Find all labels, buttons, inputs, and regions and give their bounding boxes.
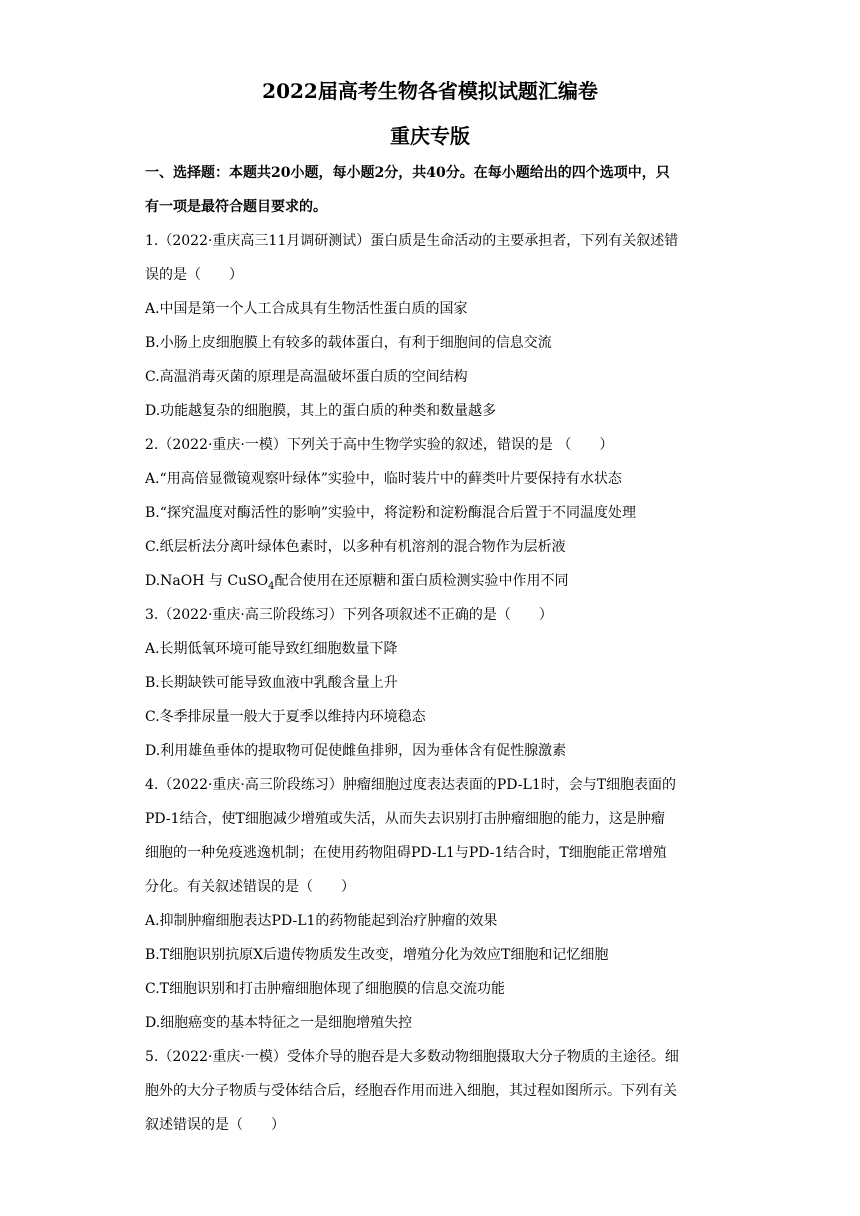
q4-stem-line-1: 4.（2022·重庆·高三阶段练习）肿瘤细胞过度表达表面的PD-L1时，会与T细胞表面的 <box>145 777 677 793</box>
q3-option-b: B.长期缺铁可能导致血液中乳酸含量上升 <box>145 675 398 691</box>
document-title: 2022届高考生物各省模拟试题汇编卷 <box>262 79 598 103</box>
q2-option-a: A.“用高倍显微镜观察叶绿体”实验中，临时装片中的藓类叶片要保持有水状态 <box>145 471 622 487</box>
q1-option-a: A.中国是第一个人工合成具有生物活性蛋白质的国家 <box>145 301 468 317</box>
q4-stem-line-4: 分化。有关叙述错误的是（ ） <box>145 879 355 895</box>
q4-stem-line-3: 细胞的一种免疫逃逸机制；在使用药物阻碍PD-L1与PD-1结合时，T细胞能正常增殖 <box>145 845 667 861</box>
q4-option-a: A.抑制肿瘤细胞表达PD-L1的药物能起到治疗肿瘤的效果 <box>145 913 498 929</box>
q2-option-c: C.纸层析法分离叶绿体色素时，以多种有机溶剂的混合物作为层析液 <box>145 539 566 555</box>
q3-option-c: C.冬季排尿量一般大于夏季以维持内环境稳态 <box>145 709 426 725</box>
q4-option-b: B.T细胞识别抗原X后遗传物质发生改变，增殖分化为效应T细胞和记忆细胞 <box>145 947 609 963</box>
q4-option-d: D.细胞癌变的基本特征之一是细胞增殖失控 <box>145 1015 413 1031</box>
q2-option-d-text-2: 配合使用在还原糖和蛋白质检测实验中作用不同 <box>274 573 569 589</box>
q2-option-b: B.“探究温度对酶活性的影响”实验中，将淀粉和淀粉酶混合后置于不同温度处理 <box>145 505 637 521</box>
q2-stem-line-1: 2.（2022·重庆·一模）下列关于高中生物学实验的叙述，错误的是 （ ） <box>145 437 614 453</box>
q5-stem-line-1: 5.（2022·重庆·一模）受体介导的胞吞是大多数动物细胞摄取大分子物质的主途径。细 <box>145 1049 679 1065</box>
q1-option-b: B.小肠上皮细胞膜上有较多的载体蛋白，有利于细胞间的信息交流 <box>145 335 552 351</box>
q3-option-d: D.利用雄鱼垂体的提取物可促使雌鱼排卵，因为垂体含有促性腺激素 <box>145 743 567 759</box>
section-header-line-2: 有一项是最符合题目要求的。 <box>145 199 327 215</box>
q5-stem-line-3: 叙述错误的是（ ） <box>145 1117 285 1133</box>
q1-option-c: C.高温消毒灭菌的原理是高温破坏蛋白质的空间结构 <box>145 369 468 385</box>
q1-stem-line-2: 误的是（ ） <box>145 267 243 283</box>
q2-option-d-subscript: 4 <box>268 580 275 592</box>
q2-option-d <box>145 571 720 591</box>
q5-stem-line-2: 胞外的大分子物质与受体结合后，经胞吞作用而进入细胞，其过程如图所示。下列有关 <box>145 1083 677 1099</box>
q4-stem-line-2: PD-1结合，使T细胞减少增殖或失活，从而失去识别打击肿瘤细胞的能力，这是肿瘤 <box>145 811 665 827</box>
section-header-line-1: 一、选择题：本题共20小题，每小题2分，共40分。在每小题给出的四个选项中，只 <box>145 165 670 181</box>
q4-option-c: C.T细胞识别和打击肿瘤细胞体现了细胞膜的信息交流功能 <box>145 981 505 997</box>
q1-stem-line-1: 1.（2022·重庆高三11月调研测试）蛋白质是生命活动的主要承担者，下列有关叙述错 <box>145 233 679 249</box>
q3-option-a: A.长期低氧环境可能导致红细胞数量下降 <box>145 641 398 657</box>
q2-option-d-text-1: D.NaOH 与 CuSO <box>145 573 269 589</box>
document-subtitle: 重庆专版 <box>390 124 470 148</box>
q3-stem-line-1: 3.（2022·重庆·高三阶段练习）下列各项叙述不正确的是（ ） <box>145 607 553 623</box>
q1-option-d: D.功能越复杂的细胞膜，其上的蛋白质的种类和数量越多 <box>145 403 497 419</box>
